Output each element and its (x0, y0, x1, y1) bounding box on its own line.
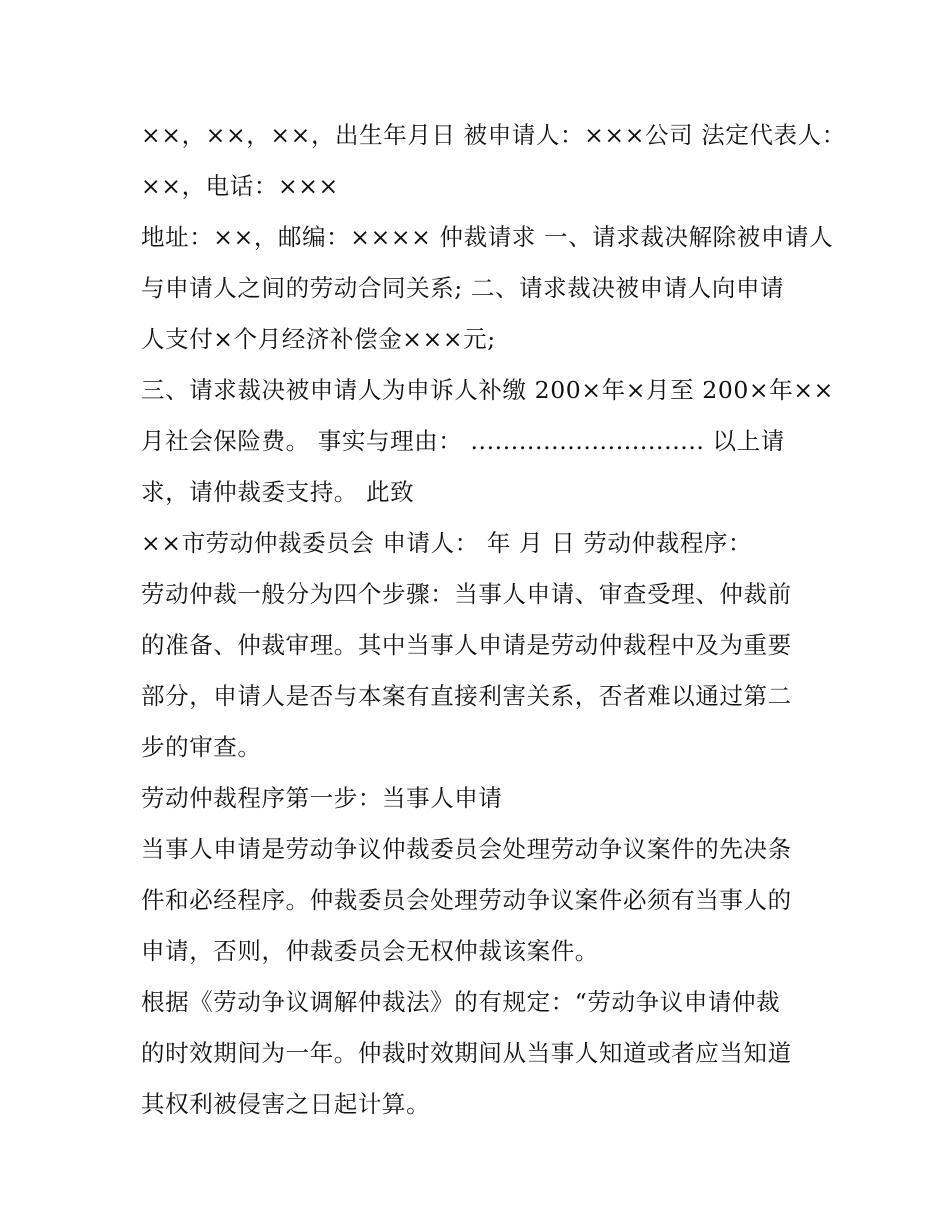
text-line: 步的审查。 (141, 733, 262, 761)
text-line: 根据《劳动争议调解仲裁法》的有规定：“劳动争议申请仲裁 (141, 988, 781, 1016)
text-line: ××，电话：××× (141, 172, 339, 200)
text-line: 与申请人之间的劳动合同关系; 二、请求裁决被申请人向申请 (141, 274, 785, 302)
text-line: 人支付×个月经济补偿金×××元; (141, 325, 496, 353)
document-body (141, 110, 846, 1130)
text-line: 件和必经程序。仲裁委员会处理劳动争议案件必须有当事人的 (141, 886, 792, 914)
text-line: ××，××，××，出生年月日 被申请人：×××公司 法定代表人： (141, 121, 846, 149)
text-line: 的时效期间为一年。仲裁时效期间从当事人知道或者应当知道 (141, 1039, 792, 1067)
text-line: 申请，否则，仲裁委员会无权仲裁该案件。 (141, 937, 599, 965)
text-line: 三、请求裁决被申请人为申诉人补缴 200×年×月至 200×年×× (141, 376, 834, 404)
text-line: 当事人申请是劳动争议仲裁委员会处理劳动争议案件的先决条 (141, 835, 792, 863)
text-line: 的准备、仲裁审理。其中当事人申请是劳动仲裁程中及为重要 (141, 631, 792, 659)
text-line: 部分，申请人是否与本案有直接利害关系，否者难以通过第二 (141, 682, 792, 710)
text-line: 其权利被侵害之日起计算。 (141, 1090, 431, 1118)
text-line: 劳动仲裁程序第一步：当事人申请 (141, 784, 503, 812)
text-line: 求，请仲裁委支持。 此致 (141, 478, 415, 506)
text-line: 月社会保险费。 事实与理由： ............................. 以上请 (141, 427, 785, 455)
text-line: 地址：××，邮编：×××× 仲裁请求 一、请求裁决解除被申请人 (141, 223, 834, 251)
text-line: 劳动仲裁一般分为四个步骤：当事人申请、审查受理、仲裁前 (141, 580, 792, 608)
text-line: ××市劳动仲裁委员会 申请人： 年 月 日 劳动仲裁程序： (141, 529, 753, 557)
